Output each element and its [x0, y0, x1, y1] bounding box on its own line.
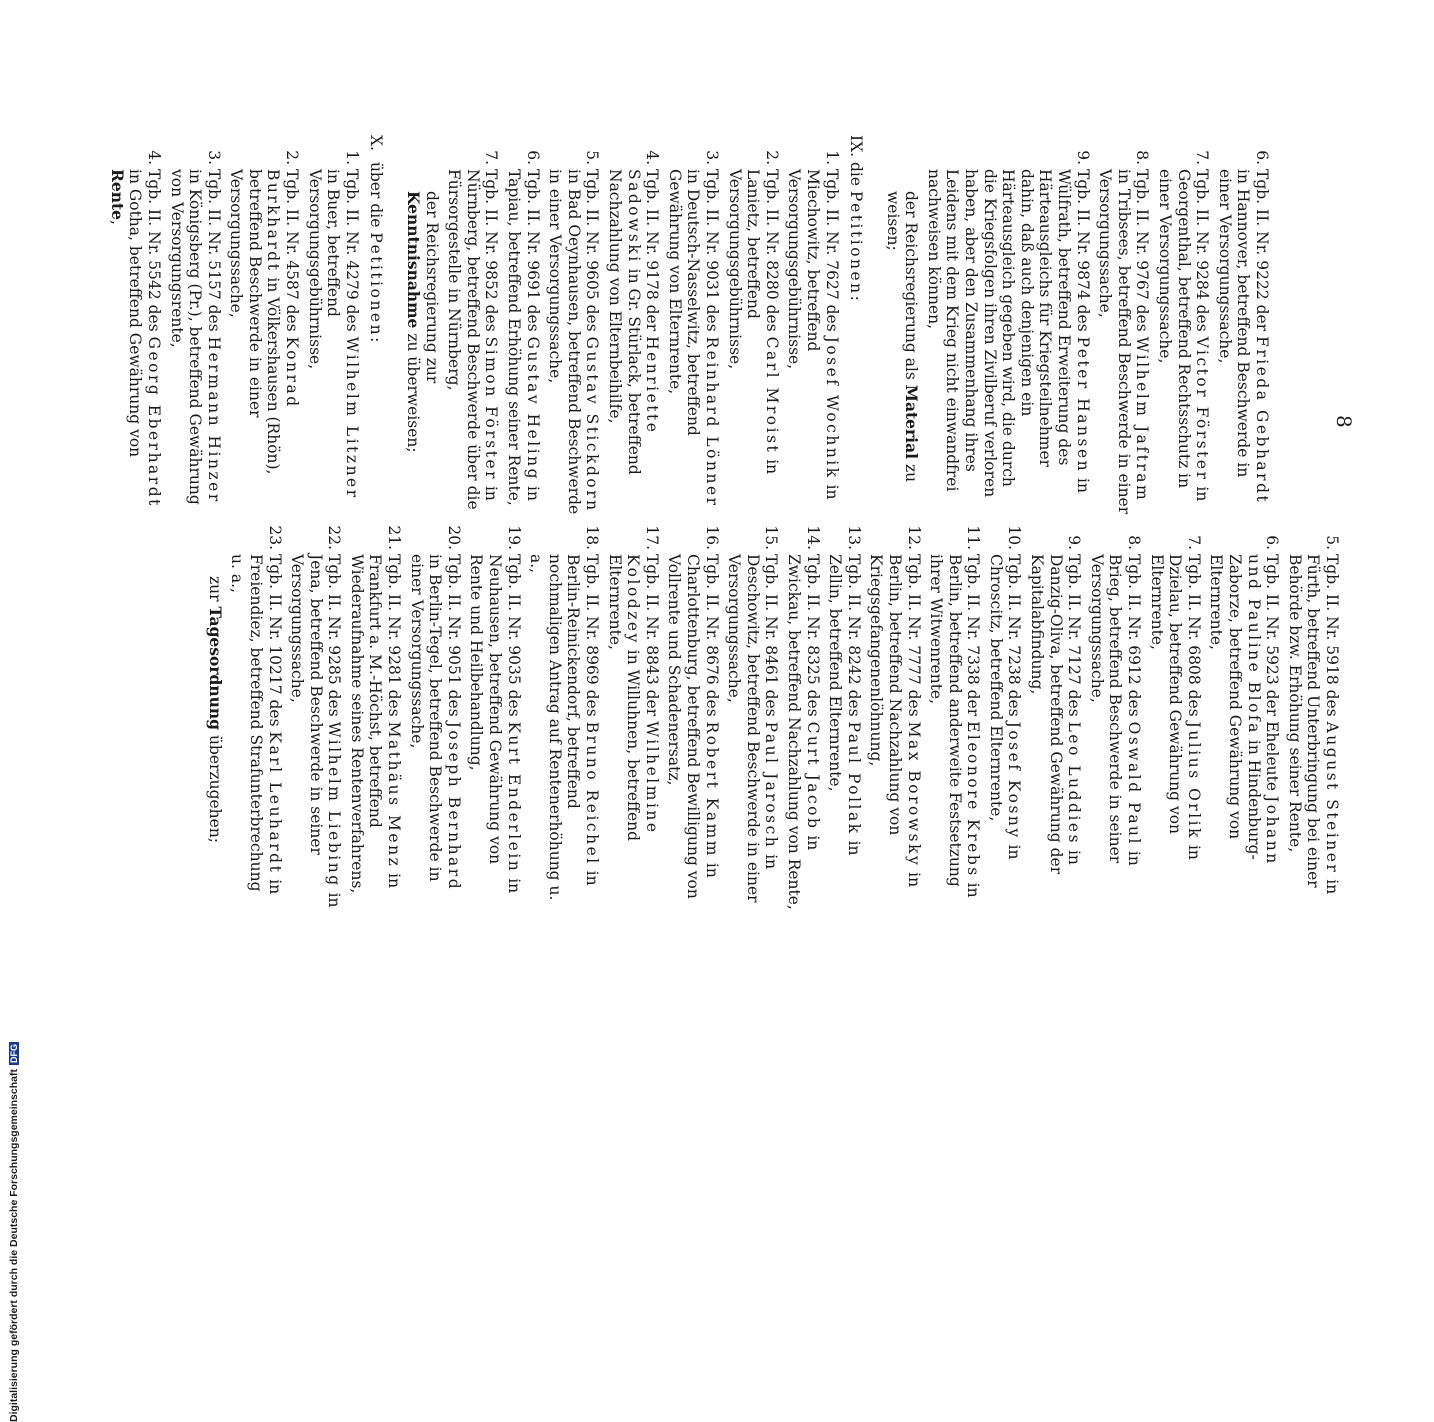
petition-text: Tgb. II. Nr. 9051 des Joseph Bernhard in Berlin-Tegel, betreffend Beschwerde in einer Versorgungssache,	[407, 554, 463, 892]
petition-item	[725, 520, 781, 910]
petitioner-name: Mathäus Menz	[385, 721, 404, 869]
petition-text: Tgb. II. Nr. 8242 des Paul Pollak in Zellin, betreffend Elternrente,	[826, 554, 863, 856]
petition-number: 18.	[583, 525, 602, 550]
petitioner-name: Frieda Gebhardt	[1253, 336, 1271, 505]
petition-text: Tgb. II. Nr. 9178 der Henriette Sadowski in Gr. Stürlack, betreffend Nachzahlung von Elternbeihilfe,	[606, 169, 662, 475]
section-ix-petitions	[445, 135, 841, 515]
petition-text: Tgb. II. Nr. 9222 der Frieda Gebhardt in Hannover, betreffend Beschwerde in einer Versorgungssache,	[1215, 169, 1271, 505]
petition-item	[665, 520, 721, 910]
petitioner-name: Hermann Hinzer	[204, 336, 223, 504]
petitioner-name: Eleonore Krebs	[964, 721, 983, 878]
petition-text: Tgb. II. Nr. 8325 des Curt Jacob in Zwickau, betreffend Nachzahlung von Rente,	[784, 554, 822, 910]
emphasized-term: Material	[902, 384, 922, 460]
section-ix-title: Petitionen:	[847, 190, 866, 304]
petition-item	[288, 520, 344, 910]
petition-text: Tgb. II. Nr. 6912 des Oswald Paul in Brieg, betreffend Beschwerde in seiner Versorgungssache,	[1087, 554, 1144, 866]
petitioner-name: Paul Pollak	[844, 721, 863, 836]
petition-text: Tgb. II. Nr. 9281 des Mathäus Menz in Frankfurt a. M.-Höchst, betreffend Wiederaufnahme seines Rentenverfahrens,	[347, 554, 404, 894]
petition-item	[665, 135, 721, 515]
decision-tagesordnung: zur Tagesordnung überzugehen;	[205, 576, 225, 844]
petition-number: 3.	[702, 150, 721, 165]
section-ix-heading	[847, 135, 866, 515]
petition-text: Tgb. II. Nr. 8843 der Wilhelmine Kolodzey in Willuhnen, betreffend Elternrente,	[605, 554, 661, 842]
petition-number: 21.	[385, 525, 404, 550]
petition-text: Tgb. II. Nr. 10217 des Karl Leuhardt in Freiendiez, betreffend Strafunterbrechung u. a.,	[228, 554, 284, 895]
petitioner-name: Carl Mroist	[762, 336, 781, 455]
petition-number: 5.	[1323, 535, 1341, 550]
petition-item	[1155, 135, 1211, 515]
petition-item	[228, 520, 284, 910]
right-column	[195, 520, 1341, 910]
petition-item	[305, 135, 361, 515]
petitioner-name: Paul Jarosch	[762, 721, 781, 850]
petition-number: 5.	[583, 150, 602, 165]
petition-item	[605, 520, 661, 910]
petition-text: Tgb. II. Nr. 7777 des Max Borowsky in Berlin, betreffend Nachzahlung von Kriegsgefangenenlöhnung,	[867, 554, 923, 888]
petition-number: 16.	[702, 525, 721, 550]
petition-text: Tgb. II. Nr. 9284 des Victor Förster in Georgenthal, betreffend Rechtsschutz in einer Versorgungssache,	[1156, 169, 1212, 502]
petition-text: Tgb. II. Nr. 9767 des Wilhelm Jaftram in Tribsees, betreffend Beschwerde in einer Versorgungssache,	[1096, 169, 1152, 515]
petition-item	[924, 135, 1091, 515]
petitioner-name: Julius Orlik	[1184, 721, 1203, 841]
petition-number: 12.	[904, 525, 923, 550]
petitioner-name: August Steiner	[1323, 721, 1341, 875]
decision-kenntnisnahme: der Reichsregierung zur Kenntnisnahme zu überweisen;	[404, 191, 441, 453]
petition-item	[1285, 520, 1341, 910]
petition-number: 19.	[504, 525, 523, 550]
petition-number: 7.	[1193, 150, 1212, 165]
petition-text: Tgb. II. Nr. 9035 des Kurt Enderlein in Neuhausen, betreffend Gewährung von Rente und Heilbehandlung,	[467, 554, 523, 894]
section-ix-number: IX.	[847, 135, 866, 158]
petition-text: Tgb. II. Nr. 8280 des Carl Mroist in Lanietz, betreffend Versorgungsgebührnisse,	[725, 169, 781, 475]
petition-number: 6.	[1253, 150, 1271, 165]
petition-text: Tgb. II. Nr. 4279 des Wilhelm Litzner in Buer, betreffend Versorgungsgebührnisse,	[305, 169, 361, 500]
petitioner-name: Kurt Enderlein	[504, 721, 523, 874]
petition-number: 1.	[822, 150, 841, 165]
petitioner-name: Gustav Heling	[523, 336, 542, 482]
section-ix-prefix: die	[847, 161, 866, 191]
digitization-note	[8, 1042, 21, 1422]
petition-item	[1215, 135, 1271, 515]
petitioner-name: Curt Jacob	[803, 721, 822, 831]
digitization-note-text: Digitalisierung gefördert durch die Deutsche Forschungsgemeinschaft	[8, 1069, 21, 1422]
emphasized-term: Tagesordnung	[205, 606, 225, 731]
petitioner-name: Joseph Bernhard	[444, 721, 463, 892]
petition-number: 9.	[1065, 535, 1084, 550]
petition-text: Tgb. II. Nr. 9852 des Simon Förster in Nürnberg, betreffend Beschwerde über die Fürsorgestelle in Nürnberg,	[445, 169, 501, 510]
emphasized-term: Rente	[107, 169, 127, 221]
petition-text: Tgb. II. Nr. 9031 des Reinhard Lönner in Deutsch-Nasselwitz, betreffend Gewährung von Elternrente,	[665, 169, 721, 508]
petition-text: Tgb. II. Nr. 5918 des August Steiner in Fürth, betreffend Unterbringung bei einer Behörde bzw. Erhöhung seiner Rente,	[1285, 554, 1341, 895]
decision-material: der Reichsregierung als Material zu weisen;	[883, 191, 922, 483]
petition-number: 14.	[803, 525, 822, 550]
petition-item	[407, 520, 463, 910]
petition-item	[986, 520, 1023, 910]
section-x-title: Petitionen:	[367, 232, 386, 345]
petitioner-name: Wilhelm Jaftram	[1133, 336, 1152, 503]
petition-item	[784, 520, 821, 910]
petitioner-name: Henriette Sadowski	[624, 169, 662, 435]
petition-number: 4.	[643, 150, 662, 165]
petitioner-name: Reinhard Lönner	[702, 336, 721, 508]
petition-item	[605, 135, 661, 515]
petition-item	[527, 520, 601, 910]
left-column	[103, 135, 1271, 515]
petition-number: 8.	[1133, 150, 1152, 165]
petition-text: Tgb. II. Nr. 9605 des Gustav Stickdorn in Bad Oeynhausen, betreffend Beschwerde in einer Versorgungssache,	[546, 169, 602, 515]
petition-item	[227, 135, 301, 515]
petition-item	[1147, 520, 1203, 910]
petitioner-name: Oswald Paul	[1125, 721, 1144, 846]
petition-item	[107, 135, 163, 515]
petition-text: Tgb. II. Nr. 6808 des Julius Orlik in Dzielau, betreffend Gewährung von Elternrente,	[1147, 554, 1203, 860]
emphasized-term: Kenntnisnahme	[404, 191, 424, 329]
petition-number: 13.	[844, 525, 863, 550]
section-x-heading	[367, 135, 386, 515]
dfg-logo: DFG	[9, 1044, 20, 1064]
petitioner-name: Robert Kamm	[702, 721, 721, 858]
petitioner-name: Wilhelmine Kolodzey	[624, 554, 661, 835]
petition-text: Tgb. II. Nr. 8676 des Robert Kamm in Charlottenburg, betreffend Bewilligung von Vollrente und Schadenersatz,	[665, 554, 721, 899]
petition-number: 1.	[342, 150, 361, 165]
petitioner-name: Josef Kosny	[1005, 721, 1024, 840]
petitioner-name: Johann und Pauline Blofa	[1244, 554, 1282, 866]
petitioner-name: Peter Hansen	[1073, 336, 1092, 474]
petition-number: 22.	[325, 525, 344, 550]
petition-list-continued	[924, 135, 1271, 515]
petition-item	[785, 135, 841, 515]
petitioner-name: Victor Förster	[1193, 336, 1212, 482]
petition-text: Tgb. II. Nr. 9874 des Peter Hansen in Wülfrath, betreffend Erweiterung des Härteausgleichs für Kriegsteilnehmer dahin, daß auch denjenigen ein Härteausgleich gegeben wird, die durch die Kriegsfolgen ihren Zivilberuf verloren haben, aber den Zusammenhang ihres Leidens mit dem Krieg nicht einwandfrei nachweisen können,	[924, 169, 1092, 498]
petition-text: Tgb. II. Nr. 4587 des Konrad Burkhardt in Völkershausen (Rhön), betreffend Beschwerde in einer Versorgungssache,	[227, 169, 302, 475]
petition-text: Tgb. II. Nr. 7238 des Josef Kosny in Chroscitz, betreffend Elternrente,	[986, 554, 1024, 860]
section-x-petitions	[107, 135, 361, 515]
petition-item	[927, 520, 983, 910]
petitioner-name: Bruno Reichel	[583, 721, 602, 866]
petitioner-name: Leo Luddies	[1065, 721, 1084, 846]
petitioner-name: Georg Eberhardt	[144, 336, 163, 508]
petition-number: 2.	[283, 150, 302, 165]
petition-text: Tgb. II. Nr. 7127 des Leo Luddies in Danzig-Oliva, betreffend Gewährung der Kapitalabfindung,	[1028, 554, 1084, 875]
petition-item	[467, 520, 523, 910]
petitioner-name: Konrad Burkhardt	[264, 169, 302, 409]
petition-text: Tgb. II. Nr. 5542 des Georg Eberhardt in Gotha, betreffend Gewährung von Rente,	[107, 169, 163, 508]
petition-text: Tgb. II. Nr. 8969 des Bruno Reichel in Berlin-Reinickendorf, betreffend nochmaligen Antrag auf Rentenerhöhung u. a.,	[527, 554, 602, 901]
petition-text: Tgb. II. Nr. 5923 der Eheleute Johann und Pauline Blofa in Hindenburg-Zaborze, betreffend Gewährung von Elternrente,	[1207, 554, 1282, 866]
petitioner-name: Wilhelm Liebing	[325, 721, 344, 888]
petition-number: 3.	[204, 150, 223, 165]
section-x-petitions-continued	[228, 520, 1341, 910]
petition-item	[1028, 520, 1084, 910]
petition-number: 2.	[762, 150, 781, 165]
petitioner-name: Karl Leuhardt	[265, 731, 284, 875]
petition-item	[445, 135, 501, 515]
petition-item	[1207, 520, 1281, 910]
petition-number: 10.	[1005, 525, 1024, 550]
petition-number: 11.	[964, 525, 983, 550]
petitioner-name: Josef Wochnik	[822, 336, 841, 480]
petition-number: 8.	[1125, 535, 1144, 550]
page-number: 8	[1332, 415, 1356, 428]
petition-text: Tgb. II. Nr. 8461 des Paul Jarosch in Deschowitz, betreffend Beschwerde in einer Versorgungssache,	[725, 554, 781, 903]
petition-text: Tgb. II. Nr. 9691 des Gustav Heling in Tapiau, betreffend Erhöhung seiner Rente,	[505, 169, 542, 506]
petition-number: 7.	[482, 150, 501, 165]
petitioner-name: Gustav Stickdorn	[583, 336, 602, 513]
petitioner-name: Max Borowsky	[904, 721, 923, 868]
petition-text: Tgb. II. Nr. 9285 des Wilhelm Liebing in Jena, betreffend Beschwerde in seiner Versorgungssache,	[288, 554, 344, 908]
petition-item	[1096, 135, 1152, 515]
petition-number: 15.	[762, 525, 781, 550]
petition-number: 6.	[1263, 535, 1282, 550]
petition-number: 23.	[265, 525, 284, 550]
section-x-number: X.	[367, 135, 386, 151]
petition-number: 17.	[642, 525, 661, 550]
petition-item	[504, 135, 541, 515]
petition-item	[347, 520, 403, 910]
petition-item	[725, 135, 781, 515]
petition-item	[167, 135, 223, 515]
petition-number: 20.	[444, 525, 463, 550]
petition-number: 7.	[1184, 535, 1203, 550]
petition-item	[1087, 520, 1143, 910]
section-x-prefix: über die	[367, 161, 386, 233]
petition-text: Tgb. II. Nr. 7338 der Eleonore Krebs in Berlin, betreffend anderweite Festsetzung ihrer Witwenrente,	[927, 554, 983, 898]
petition-number: 9.	[1073, 150, 1092, 165]
petition-item	[826, 520, 863, 910]
petition-text: Tgb. II. Nr. 5157 des Hermann Hinzer in Königsberg (Pr.), betreffend Gewährung von Versorgungsrente,	[167, 169, 223, 505]
petition-number: 4.	[144, 150, 163, 165]
petitioner-name: Simon Förster	[482, 336, 501, 482]
petition-item	[546, 135, 602, 515]
petitioner-name: Wilhelm Litzner	[342, 336, 361, 500]
petition-text: Tgb. II. Nr. 7627 des Josef Wochnik in Miechowitz, betreffend Versorgungsgebührnisse,	[785, 169, 841, 500]
petition-number: 6.	[523, 150, 542, 165]
petition-item	[867, 520, 923, 910]
